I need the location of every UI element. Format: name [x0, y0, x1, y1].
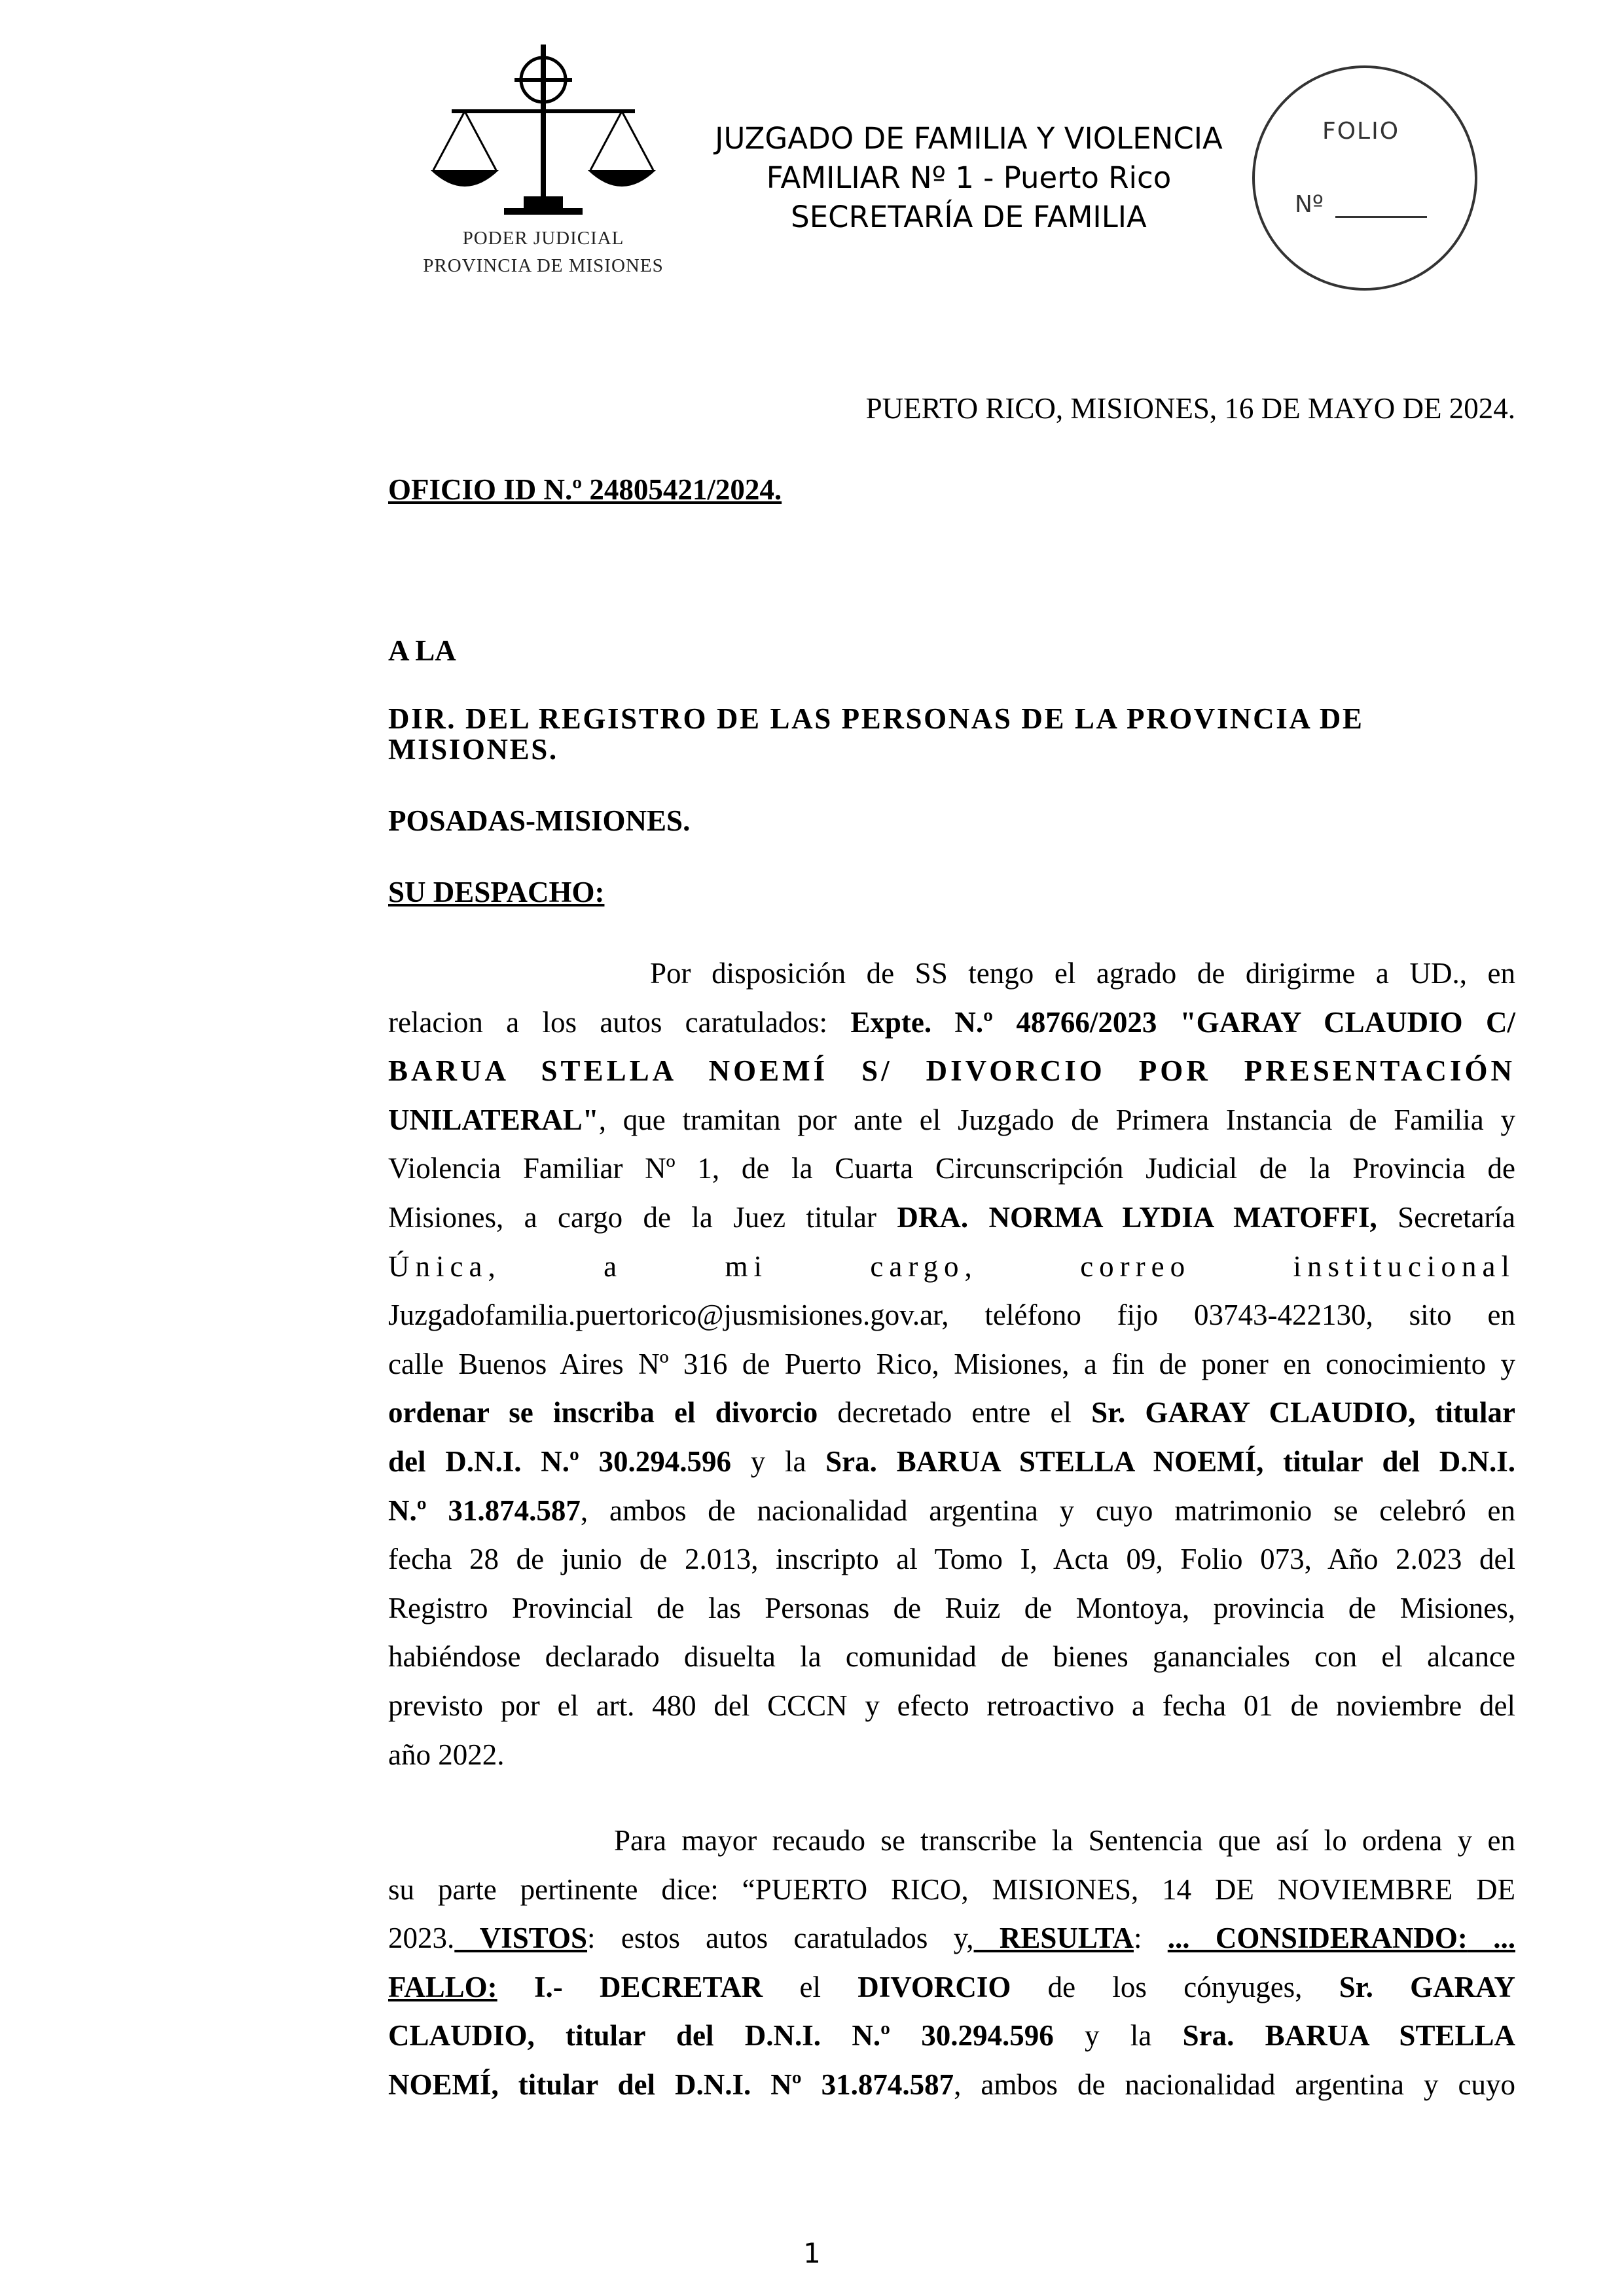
p1-line	[388, 1632, 1515, 1681]
p2-text: , ambos de nacionalidad argentina y cuyo	[954, 2068, 1515, 2101]
party-dni: N.º 31.874.587	[388, 1494, 581, 1527]
resulta-heading: RESULTA	[973, 1922, 1134, 1955]
p2-line	[388, 2011, 1515, 2060]
p1-text: Misiones, a cargo de la Juez titular	[388, 1200, 897, 1234]
p1-line	[388, 1340, 1515, 1389]
p1-line	[388, 1486, 1515, 1535]
logo-text-line2: PROVINCIA DE MISIONES	[423, 255, 664, 276]
p2-line	[388, 1963, 1515, 2012]
fallo-heading: FALLO:	[388, 1970, 497, 2003]
party-name: Sra. BARUA STELLA	[1182, 2019, 1516, 2053]
p1-line	[388, 1291, 1515, 1340]
court-line1: JUZGADO DE FAMILIA Y VIOLENCIA	[715, 121, 1223, 156]
p1-line	[388, 1144, 1515, 1193]
p1-line	[388, 1535, 1515, 1584]
p2-text: : estos autos caratulados y,	[587, 1922, 974, 1955]
p2-text: y la	[1053, 2019, 1183, 2053]
considerando-heading: ... CONSIDERANDO:	[1167, 1922, 1468, 1955]
p1-line	[388, 1731, 1515, 1780]
p2-line	[388, 1914, 1515, 1963]
p1-line	[388, 1681, 1515, 1731]
ellipsis: ...	[1467, 1922, 1515, 1955]
judicial-logo	[406, 39, 681, 301]
judge-name: DRA. NORMA LYDIA MATOFFI,	[897, 1200, 1377, 1234]
p1-text: año 2022.	[388, 1738, 505, 1771]
p2-text: su parte pertinente dice: “PUERTO RICO, MISIONES, 14 DE NOVIEMBRE DE	[388, 1873, 1515, 1906]
court-line2: FAMILIAR Nº 1 - Puerto Rico	[766, 160, 1172, 195]
p1-text: Registro Provincial de las Personas de Ruiz de Montoya, provincia de Misiones,	[388, 1591, 1515, 1624]
p1-text: relacion a los autos caratulados:	[388, 1005, 851, 1039]
p1-line	[388, 949, 1515, 998]
divorcio-text: DIVORCIO	[857, 1970, 1011, 2003]
p2-text: :	[1133, 1922, 1168, 1955]
p1-line	[388, 1242, 1515, 1291]
party-name: Sra. BARUA STELLA NOEMÍ, titular del D.N.I.	[825, 1444, 1515, 1478]
folio-number-blank	[1335, 216, 1427, 218]
p2-text: el	[763, 1970, 858, 2003]
p1-text: previsto por el art. 480 del CCCN y efecto retroactivo a fecha 01 de noviembre del	[388, 1689, 1515, 1722]
paragraph-main	[388, 949, 1515, 1779]
case-title: BARUA STELLA NOEMÍ S/ DIVORCIO POR PRESENTACIÓN	[388, 1054, 1515, 1088]
p1-line	[388, 998, 1515, 1047]
case-number: Expte. N.º 48766/2023 "GARAY CLAUDIO C/	[850, 1005, 1515, 1039]
vistos-heading: VISTOS	[454, 1922, 588, 1955]
p2-text: de los cónyuges,	[1011, 1970, 1339, 2003]
oficio-id: OFICIO ID N.º 24805421/2024.	[388, 473, 782, 506]
folio-label: FOLIO	[1322, 118, 1400, 145]
p2-line	[388, 2060, 1515, 2109]
p1-line	[388, 1096, 1515, 1145]
logo-text-line1: PODER JUDICIAL	[462, 228, 624, 249]
p1-text: habiéndose declarado disuelta la comunidad de bienes gananciales con el alcance	[388, 1640, 1515, 1674]
folio-stamp	[1244, 60, 1486, 296]
court-heading	[681, 119, 1257, 237]
party-dni: del D.N.I. N.º 30.294.596	[388, 1444, 732, 1478]
recipient-a-la: A LA	[388, 634, 456, 667]
document-date: PUERTO RICO, MISIONES, 16 DE MAYO DE 2024.	[865, 392, 1515, 425]
page-number: 1	[803, 2237, 821, 2269]
p1-text: , que tramitan por ante el Juzgado de Primera Instancia de Familia y	[598, 1103, 1515, 1136]
party-name: Sr. GARAY	[1339, 1970, 1515, 2003]
party-dni: NOEMÍ, titular del D.N.I. Nº 31.874.587	[388, 2068, 954, 2101]
recipient-direction: DIR. DEL REGISTRO DE LAS PERSONAS DE LA PROVINCIA DE MISIONES.	[388, 702, 1364, 766]
folio-circle-icon	[1244, 60, 1486, 296]
paragraph-sentence	[388, 1816, 1515, 2109]
p1-line	[388, 1584, 1515, 1633]
case-title-end: UNILATERAL"	[388, 1103, 599, 1136]
p2-text: Para mayor recaudo se transcribe la Sentencia que así lo ordena y en	[614, 1824, 1515, 1857]
decretar-text: I.- DECRETAR	[497, 1970, 763, 2003]
folio-number-label: Nº	[1295, 191, 1324, 218]
p1-text: , ambos de nacionalidad argentina y cuyo matrimonio se celebró en	[580, 1494, 1515, 1527]
p1-text: y la	[731, 1444, 826, 1478]
party-dni: CLAUDIO, titular del D.N.I. N.º 30.294.596	[388, 2019, 1054, 2053]
p2-line	[388, 1865, 1515, 1914]
p1-line	[388, 1193, 1515, 1242]
p1-line	[388, 1388, 1515, 1437]
p1-text: Por disposición de SS tengo el agrado de dirigirme a UD., en	[650, 957, 1515, 990]
p2-text: 2023.	[388, 1922, 455, 1955]
p1-line	[388, 1437, 1515, 1486]
recipient-city: POSADAS-MISIONES.	[388, 804, 691, 837]
p1-line	[388, 1047, 1515, 1096]
scales-of-justice-icon	[425, 39, 661, 229]
p1-text: calle Buenos Aires Nº 316 de Puerto Rico, Misiones, a fin de poner en conocimiento y	[388, 1347, 1515, 1380]
p2-line	[388, 1816, 1515, 1865]
court-email-phone: Juzgadofamilia.puertorico@jusmisiones.gov.ar, teléfono fijo 03743-422130, sito en	[388, 1299, 1515, 1332]
party-name: Sr. GARAY CLAUDIO, titular	[1091, 1396, 1515, 1429]
p1-text: Secretaría	[1377, 1200, 1515, 1234]
p1-text: fecha 28 de junio de 2.013, inscripto al Tomo I, Acta 09, Folio 073, Año 2.023 del	[388, 1543, 1515, 1576]
p1-text: decretado entre el	[818, 1396, 1092, 1429]
p1-text: Violencia Familiar Nº 1, de la Cuarta Circunscripción Judicial de la Provincia de	[388, 1152, 1515, 1185]
p1-text: Única, a mi cargo, correo institucional	[388, 1249, 1515, 1283]
order-text: ordenar se inscriba el divorcio	[388, 1396, 818, 1429]
su-despacho: SU DESPACHO:	[388, 876, 605, 908]
court-line3: SECRETARÍA DE FAMILIA	[791, 200, 1147, 234]
